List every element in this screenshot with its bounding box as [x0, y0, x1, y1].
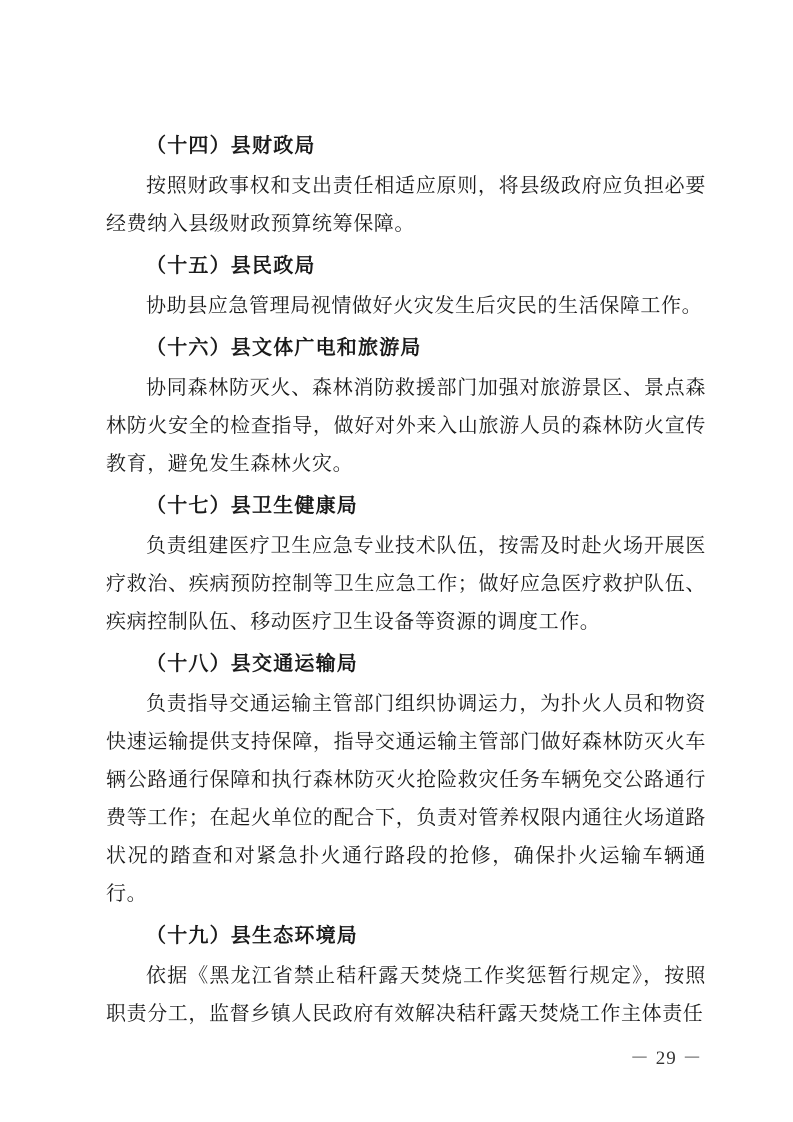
section-health-bureau — [106, 486, 706, 640]
section-ecology-environment-bureau — [106, 916, 706, 1032]
section-civil-affairs-bureau — [106, 246, 706, 324]
section-heading: （十六）县文体广电和旅游局 — [146, 335, 422, 359]
section-paragraph: 负责组建医疗卫生应急专业技术队伍，按需及时赴火场开展医疗救治、疾病预防控制等卫生应急工作；做好应急医疗救护队伍、疾病控制队伍、移动医疗卫生设备等资源的调度工作。 — [106, 533, 706, 633]
section-paragraph: 负责指导交通运输主管部门组织协调运力，为扑火人员和物资快速运输提供支持保障，指导交通运输主管部门做好森林防灭火车辆公路通行保障和执行森林防灭火抢险救灾任务车辆免交公路通行费等工作；在起火单位的配合下，负责对管养权限内通往火场道路状况的踏查和对紧急扑火通行路段的抢修，确保扑火运输车辆通行。 — [106, 691, 706, 905]
section-heading: （十八）县交通运输局 — [146, 651, 358, 675]
section-heading: （十四）县财政局 — [146, 133, 316, 157]
page-number: － 29 － — [630, 1048, 703, 1069]
section-heading: （十五）县民政局 — [146, 253, 316, 277]
section-heading: （十九）县生态环境局 — [146, 923, 358, 947]
section-paragraph: 协同森林防灭火、森林消防救援部门加强对旅游景区、景点森林防火安全的检查指导，做好对外来入山旅游人员的森林防火宣传教育，避免发生森林火灾。 — [106, 375, 706, 475]
section-paragraph: 按照财政事权和支出责任相适应原则，将县级政府应负担必要经费纳入县级财政预算统筹保障。 — [106, 173, 706, 235]
section-finance-bureau — [106, 126, 706, 242]
section-transport-bureau — [106, 644, 706, 912]
section-heading: （十七）县卫生健康局 — [146, 493, 358, 517]
section-paragraph: 依据《黑龙江省禁止秸秆露天焚烧工作奖惩暂行规定》，按照职责分工，监督乡镇人民政府有效解决秸秆露天焚烧工作主体责任 — [106, 963, 706, 1025]
section-paragraph: 协助县应急管理局视情做好火灾发生后灾民的生活保障工作。 — [146, 293, 703, 317]
document-body — [106, 126, 706, 1036]
section-culture-tourism-bureau — [106, 328, 706, 482]
